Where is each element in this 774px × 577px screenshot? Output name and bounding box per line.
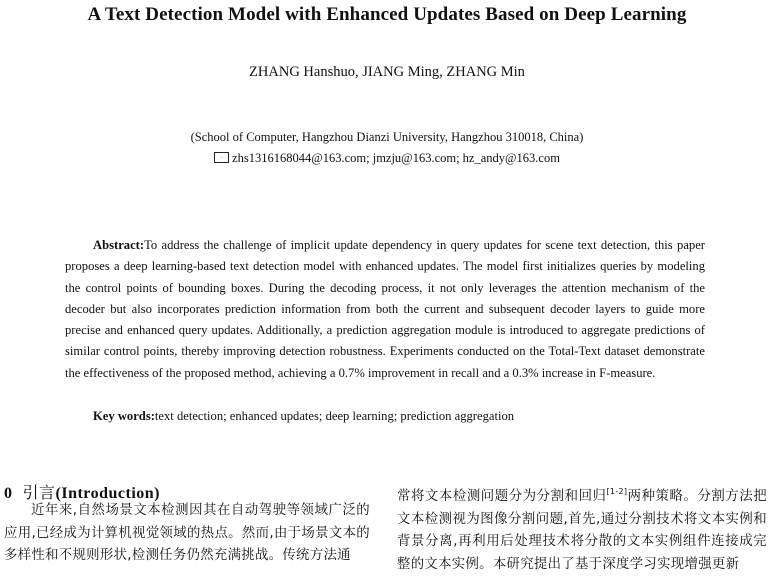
email-line: [0, 151, 774, 166]
abstract-separator: :: [139, 238, 145, 252]
keywords-separator: :: [150, 409, 155, 423]
keywords-label: Key words: [93, 409, 151, 423]
section-title-cn: 引言: [22, 483, 56, 502]
intro-right-text-a: 常将文本检测问题分为分割和回归: [397, 489, 607, 504]
author-list: ZHANG Hanshuo, JIANG Ming, ZHANG Min: [249, 64, 525, 80]
abstract: [65, 235, 705, 384]
paper-title: A Text Detection Model with Enhanced Updates Based on Deep Learning: [87, 4, 687, 25]
affiliation: (School of Computer, Hangzhou Dianzi University, Hangzhou 310018, China): [190, 130, 584, 144]
intro-column-right: [397, 481, 767, 577]
abstract-label: Abstract: [93, 238, 140, 252]
keywords-text: text detection; enhanced updates; deep learning; prediction aggregation: [154, 409, 515, 423]
email-addresses[interactable]: zhs1316168044@163.com; jmzju@163.com; hz_andy@163.com: [232, 151, 560, 165]
envelope-icon: [214, 152, 229, 163]
section-title-en: (Introduction): [55, 485, 161, 502]
intro-right-text-b: 两种策略。分割方法把文本检测视为图像分割问题,首先,通过分割技术将文本实例和背景分离,再利用后处理技术将分散的文本实例组件连接成完整的文本实例。本研究提出了基于深度学习实现增强更新: [397, 489, 768, 573]
citation[interactable]: [1-2]: [606, 487, 628, 496]
abstract-text: To address the challenge of implicit update dependency in query updates for scene text detection, this paper proposes a deep learning-based text detection model with enhanced updates. The model first initializes queries by modeling the control points of bounding boxes. During the decoding process, it not only leverages the attention mechanism of the decoder but also incorporates prediction information from both the current and subsequent decoder layers to guide more precise and enhanced query updates. Additionally, a prediction aggregation module is introduced to aggregate predictions of similar control points, thereby improving detection robustness. Experiments conducted on the Total-Text dataset demonstrate the effectiveness of the proposed method, achieving a 0.7% improvement in recall and a 0.3% increase in F-measure.: [65, 238, 705, 380]
section-number: 0: [4, 485, 13, 502]
intro-column-left: 近年来,自然场景文本检测因其在自动驾驶等领域广泛的应用,已经成为计算机视觉领域的热点。然而,由于场景文本的多样性和不规则形状,检测任务仍然充满挑战。传统方法通: [4, 503, 370, 564]
keywords: [93, 409, 713, 424]
